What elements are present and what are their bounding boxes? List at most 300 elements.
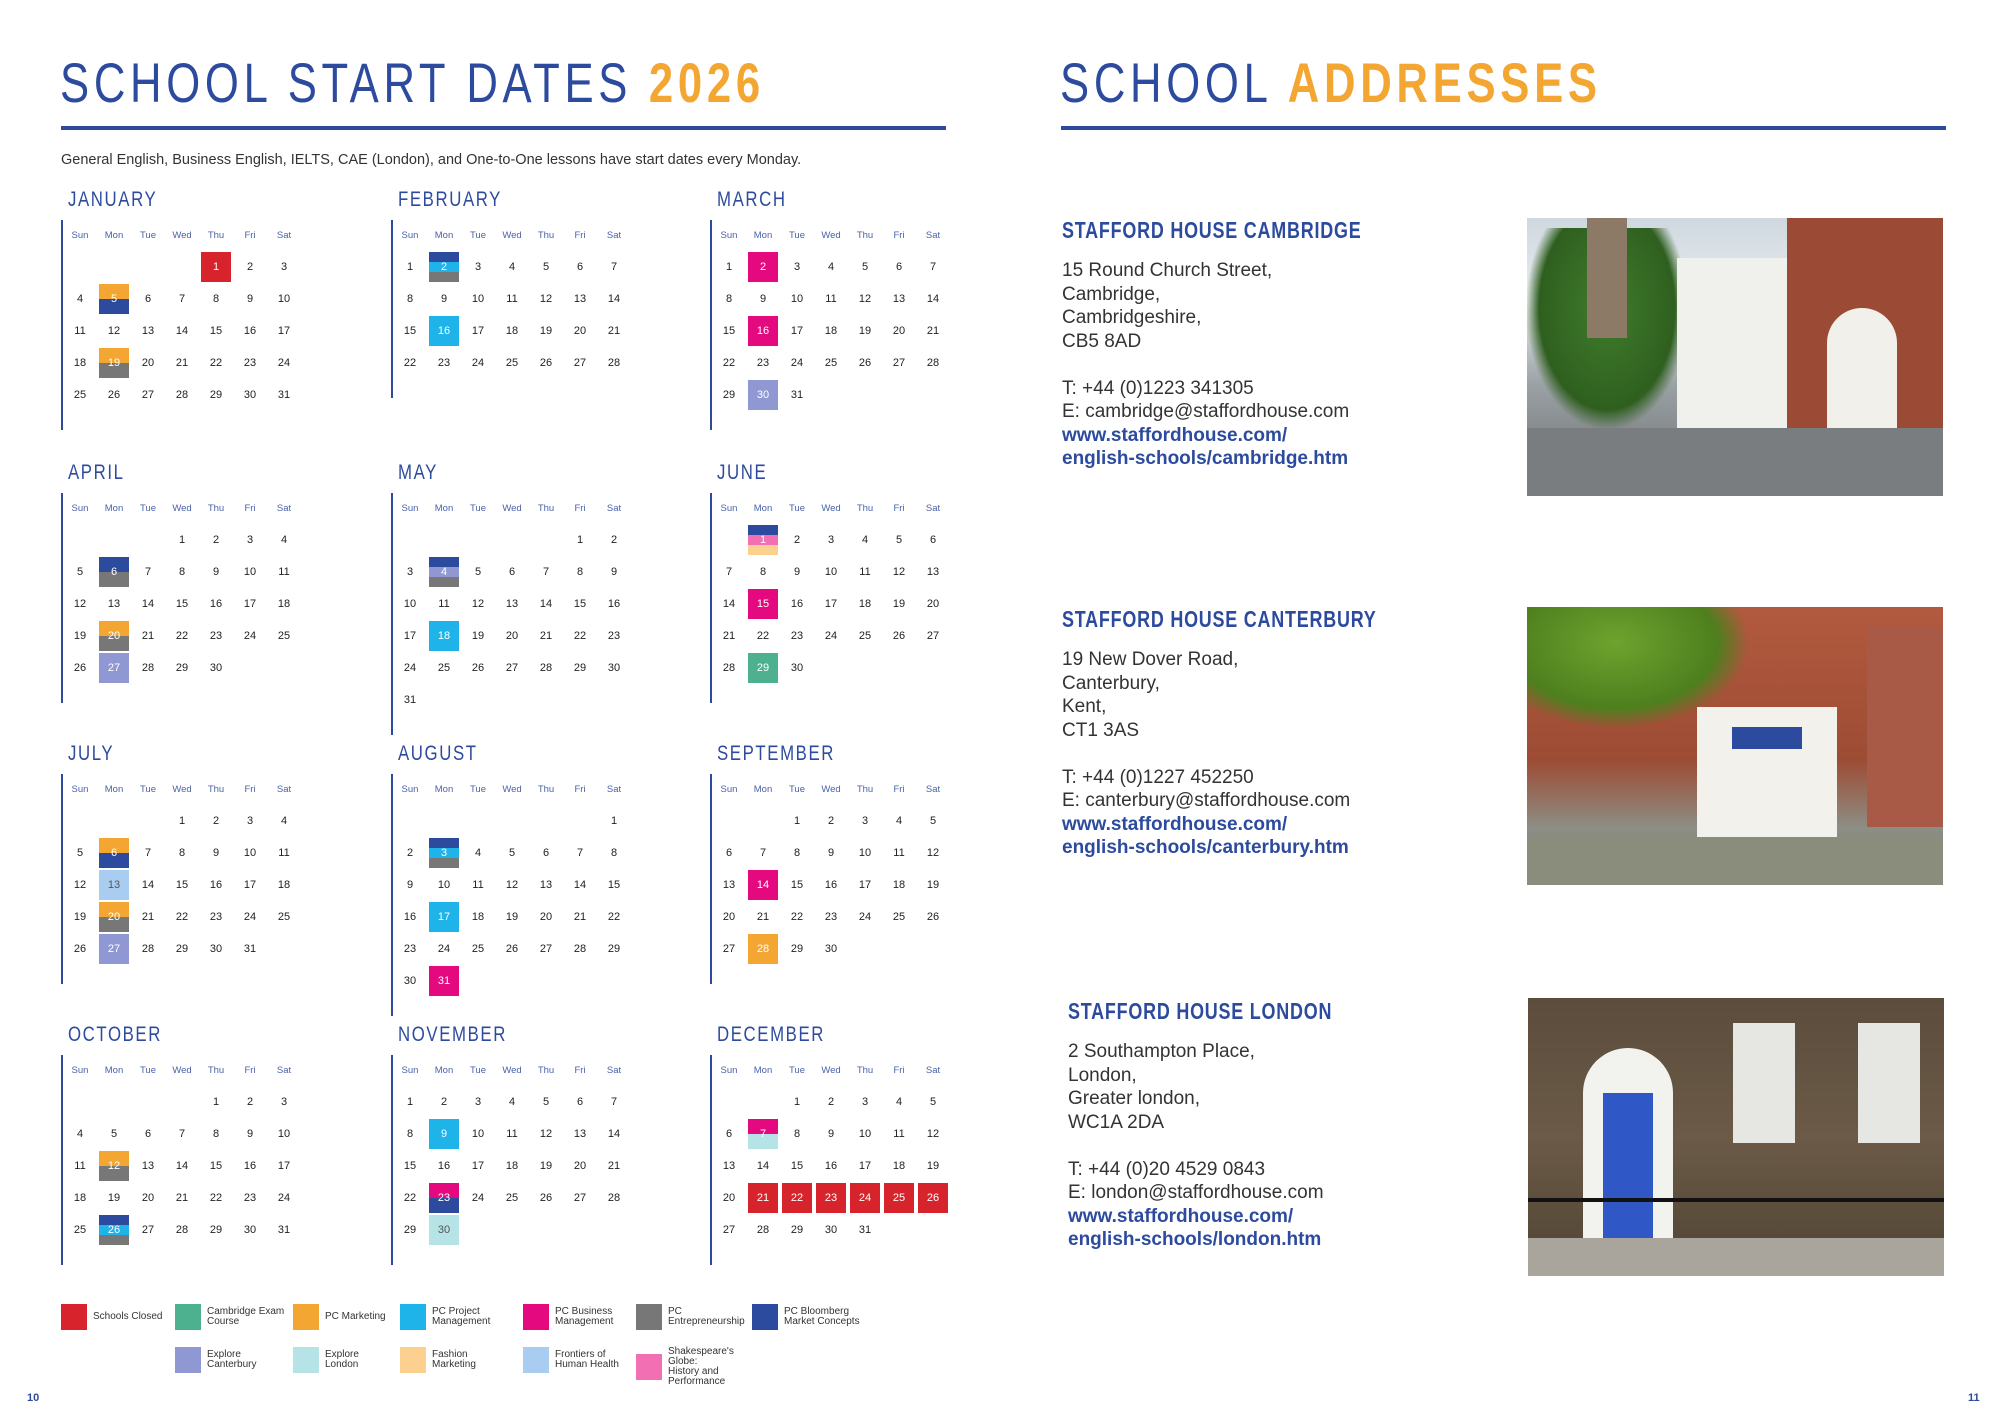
month-name: FEBRUARY: [398, 188, 502, 211]
weekday-label: Tue: [469, 1065, 487, 1076]
calendar-day: 15: [209, 325, 223, 337]
weekday-label: Thu: [207, 1065, 225, 1076]
address-line: 15 Round Church Street,: [1062, 260, 1273, 281]
calendar-day: 15: [607, 879, 621, 891]
calendar-day: 4: [76, 1128, 84, 1140]
school-website-link[interactable]: www.staffordhouse.com/: [1062, 424, 1288, 446]
calendar-day: 8: [212, 1128, 220, 1140]
calendar-day: 8: [793, 1128, 801, 1140]
calendar-day: 17: [790, 325, 804, 337]
month-name: NOVEMBER: [398, 1023, 507, 1046]
calendar-day: 27: [99, 653, 129, 683]
calendar-day: 13: [141, 325, 155, 337]
calendar-day: 18: [471, 911, 485, 923]
weekday-label: Sun: [720, 1065, 738, 1076]
canterbury-photo: [1527, 607, 1943, 885]
month-october: [61, 1023, 361, 1263]
month-june: [710, 461, 1010, 701]
calendar-day: 9: [759, 293, 767, 305]
weekday-label: Wed: [502, 1065, 522, 1076]
calendar-day: 10: [790, 293, 804, 305]
calendar-day: 17: [243, 879, 257, 891]
weekday-label: Fri: [893, 784, 905, 795]
legend-swatch: [61, 1304, 87, 1330]
weekday-label: Wed: [502, 503, 522, 514]
calendar-day: 19: [471, 630, 485, 642]
calendar-day: 7: [929, 261, 937, 273]
calendar-day: 7: [178, 293, 186, 305]
calendar-day: 24: [437, 943, 451, 955]
weekday-label: Fri: [574, 1065, 586, 1076]
calendar-day: 16: [748, 316, 778, 346]
weekday-label: Wed: [172, 784, 192, 795]
address-line: CB5 8AD: [1062, 330, 1142, 352]
calendar-day: 5: [474, 566, 482, 578]
calendar-day: 6: [144, 293, 152, 305]
calendar-day: 20: [722, 1192, 736, 1204]
title-divider-right: [1061, 126, 1946, 130]
weekday-label: Sun: [71, 784, 89, 795]
weekday-label: Wed: [502, 230, 522, 241]
calendar-day: 28: [722, 662, 736, 674]
calendar-day: 18: [505, 1160, 519, 1172]
weekday-label: Mon: [104, 503, 124, 514]
calendar-day: 14: [141, 598, 155, 610]
spacer: [1068, 1134, 1324, 1158]
calendar-day: 13: [539, 879, 553, 891]
calendar-day: 20: [892, 325, 906, 337]
month-rule: [391, 1055, 393, 1265]
calendar-day: 7: [759, 847, 767, 859]
calendar-day: 9: [212, 566, 220, 578]
calendar-day: 31: [403, 694, 417, 706]
calendar-day: 16: [790, 598, 804, 610]
calendar-day: 20: [573, 325, 587, 337]
school-email[interactable]: E: cambridge@staffordhouse.com: [1062, 401, 1350, 422]
calendar-day: 14: [748, 870, 778, 900]
month-name: JULY: [68, 742, 115, 765]
calendar-day: 8: [178, 566, 186, 578]
school-website-link[interactable]: english-schools/cambridge.htm: [1062, 448, 1349, 469]
calendar-day: 14: [607, 1128, 621, 1140]
calendar-day: 3: [246, 815, 254, 827]
calendar-day: 27: [141, 1224, 155, 1236]
calendar-day: 19: [99, 348, 129, 378]
calendar-day: 6: [725, 847, 733, 859]
calendar-day: 18: [892, 1160, 906, 1172]
calendar-day: 9: [212, 847, 220, 859]
calendar-day: 15: [403, 1160, 417, 1172]
calendar-day: 28: [573, 943, 587, 955]
calendar-day: 1: [576, 534, 584, 546]
calendar-day: 1: [748, 525, 778, 555]
calendar-day: 30: [824, 943, 838, 955]
calendar-day: 6: [99, 838, 129, 868]
calendar-day: 8: [406, 293, 414, 305]
cambridge-photo: [1527, 218, 1943, 496]
address-line: 2 Southampton Place,: [1068, 1041, 1255, 1062]
calendar-day: 23: [243, 357, 257, 369]
weekday-label: Sat: [276, 784, 292, 795]
calendar-day: 18: [277, 598, 291, 610]
calendar-day: 2: [246, 261, 254, 273]
calendar-day: 19: [892, 598, 906, 610]
calendar-day: 28: [756, 1224, 770, 1236]
school-address-block: [1062, 648, 1350, 860]
calendar-day: 13: [107, 598, 121, 610]
calendar-day: 15: [175, 879, 189, 891]
calendar-day: 23: [816, 1183, 846, 1213]
calendar-day: 26: [73, 662, 87, 674]
calendar-day: 9: [440, 293, 448, 305]
calendar-day: 16: [209, 598, 223, 610]
calendar-day: 5: [99, 284, 129, 314]
calendar-day: 9: [793, 566, 801, 578]
calendar-day: 29: [209, 1224, 223, 1236]
calendar-day: 11: [74, 1160, 86, 1172]
legend-label: PC Bloomberg Market Concepts: [784, 1306, 860, 1327]
calendar-day: 23: [209, 630, 223, 642]
weekday-label: Thu: [537, 1065, 555, 1076]
weekday-label: Wed: [821, 784, 841, 795]
calendar-day: 21: [175, 1192, 189, 1204]
calendar-day: 13: [141, 1160, 155, 1172]
page-title-addresses: [1060, 50, 1602, 115]
calendar-day: 22: [790, 911, 804, 923]
calendar-day: 11: [278, 566, 290, 578]
calendar-day: 22: [722, 357, 736, 369]
calendar-day: 17: [471, 325, 485, 337]
calendar-day: 14: [539, 598, 553, 610]
calendar-day: 24: [471, 1192, 485, 1204]
calendar-day: 25: [505, 1192, 519, 1204]
weekday-label: Thu: [537, 503, 555, 514]
calendar-day: 25: [73, 389, 87, 401]
calendar-day: 6: [542, 847, 550, 859]
legend-swatch: [293, 1304, 319, 1330]
month-rule: [391, 493, 393, 735]
month-name: OCTOBER: [68, 1023, 162, 1046]
month-rule: [710, 220, 712, 430]
month-september: [710, 742, 1010, 982]
calendar-day: 10: [471, 1128, 485, 1140]
weekday-label: Sat: [925, 503, 941, 514]
calendar-day: 3: [793, 261, 801, 273]
calendar-day: 30: [607, 662, 621, 674]
calendar-day: 24: [824, 630, 838, 642]
calendar-day: 2: [748, 252, 778, 282]
calendar-day: 11: [893, 1128, 905, 1140]
calendar-day: 26: [505, 943, 519, 955]
calendar-day: 15: [722, 325, 736, 337]
weekday-label: Wed: [821, 503, 841, 514]
weekday-label: Tue: [139, 1065, 157, 1076]
school-website-link[interactable]: www.staffordhouse.com/: [1062, 813, 1288, 835]
weekday-label: Fri: [574, 784, 586, 795]
calendar-day: 16: [403, 911, 417, 923]
month-april: [61, 461, 361, 701]
weekday-label: Sun: [401, 1065, 419, 1076]
calendar-day: 27: [722, 1224, 736, 1236]
calendar-day: 6: [144, 1128, 152, 1140]
calendar-day: 16: [243, 1160, 257, 1172]
calendar-day: 17: [277, 1160, 291, 1172]
school-address-block: [1062, 259, 1349, 471]
calendar-day: 21: [175, 357, 189, 369]
calendar-day: 26: [926, 911, 940, 923]
calendar-day: 29: [573, 662, 587, 674]
weekday-label: Wed: [172, 230, 192, 241]
title-accent-addresses: ADDRESSES: [1287, 51, 1602, 114]
calendar-day: 25: [277, 911, 291, 923]
school-email[interactable]: E: canterbury@staffordhouse.com: [1062, 790, 1351, 811]
calendar-day: 28: [141, 943, 155, 955]
calendar-day: 22: [175, 911, 189, 923]
calendar-day: 5: [76, 847, 84, 859]
calendar-day: 9: [429, 1119, 459, 1149]
calendar-day: 21: [141, 911, 155, 923]
calendar-day: 12: [858, 293, 872, 305]
calendar-day: 2: [212, 815, 220, 827]
calendar-day: 3: [474, 261, 482, 273]
calendar-day: 17: [858, 1160, 872, 1172]
calendar-day: 24: [277, 357, 291, 369]
calendar-day: 15: [209, 1160, 223, 1172]
calendar-day: 29: [607, 943, 621, 955]
weekday-label: Wed: [821, 230, 841, 241]
calendar-day: 29: [175, 662, 189, 674]
calendar-day: 12: [471, 598, 485, 610]
weekday-label: Sun: [401, 503, 419, 514]
calendar-day: 2: [827, 1096, 835, 1108]
address-line: WC1A 2DA: [1068, 1111, 1165, 1133]
weekday-label: Thu: [207, 503, 225, 514]
weekday-label: Mon: [434, 503, 454, 514]
calendar-day: 21: [607, 1160, 621, 1172]
weekday-label: Mon: [104, 1065, 124, 1076]
calendar-day: 23: [403, 943, 417, 955]
legend-item-entrepreneurship: [636, 1304, 758, 1330]
weekday-label: Tue: [788, 784, 806, 795]
calendar-day: 14: [141, 879, 155, 891]
calendar-day: 18: [277, 879, 291, 891]
legend-label: Explore London: [325, 1349, 359, 1370]
calendar-day: 3: [246, 534, 254, 546]
calendar-day: 18: [892, 879, 906, 891]
legend-label: PC Entrepreneurship: [668, 1306, 745, 1327]
legend-swatch: [636, 1304, 662, 1330]
weekday-label: Thu: [856, 1065, 874, 1076]
calendar-day: 10: [471, 293, 485, 305]
weekday-label: Sat: [606, 1065, 622, 1076]
address-line: Kent,: [1062, 696, 1107, 717]
calendar-day: 6: [508, 566, 516, 578]
calendar-day: 27: [99, 934, 129, 964]
calendar-day: 30: [209, 943, 223, 955]
address-line: London,: [1068, 1064, 1137, 1086]
weekday-label: Sun: [720, 784, 738, 795]
legend-item-business: [523, 1304, 645, 1330]
weekday-label: Mon: [753, 503, 773, 514]
weekday-label: Fri: [893, 503, 905, 514]
calendar-day: 6: [725, 1128, 733, 1140]
calendar-day: 12: [892, 566, 906, 578]
calendar-day: 5: [895, 534, 903, 546]
weekday-label: Sun: [401, 230, 419, 241]
calendar-day: 22: [175, 630, 189, 642]
legend-item-shakespeare: [636, 1347, 758, 1387]
calendar-day: 7: [725, 566, 733, 578]
calendar-day: 26: [539, 1192, 553, 1204]
calendar-day: 4: [76, 293, 84, 305]
weekday-label: Sun: [71, 503, 89, 514]
calendar-day: 10: [243, 847, 257, 859]
month-rule: [61, 1055, 63, 1265]
calendar-day: 23: [607, 630, 621, 642]
calendar-day: 3: [429, 838, 459, 868]
legend-label: PC Project Management: [432, 1306, 491, 1327]
calendar-day: 27: [722, 943, 736, 955]
calendar-day: 1: [178, 815, 186, 827]
legend-label: Shakespeare's Globe: History and Performance: [668, 1346, 734, 1387]
calendar-day: 17: [277, 325, 291, 337]
calendar-day: 11: [438, 598, 450, 610]
legend-label: Fashion Marketing: [432, 1349, 476, 1370]
calendar-day: 30: [790, 662, 804, 674]
calendar-day: 5: [110, 1128, 118, 1140]
legend-item-marketing: [293, 1304, 415, 1330]
calendar-day: 12: [99, 1151, 129, 1181]
calendar-day: 12: [539, 293, 553, 305]
month-name: JUNE: [717, 461, 768, 484]
calendar-day: 24: [471, 357, 485, 369]
calendar-day: 11: [278, 847, 290, 859]
title-main: SCHOOL: [1060, 51, 1271, 114]
calendar-day: 3: [406, 566, 414, 578]
weekday-label: Sat: [606, 503, 622, 514]
legend-swatch: [175, 1304, 201, 1330]
weekday-label: Mon: [104, 784, 124, 795]
calendar-day: 20: [99, 902, 129, 932]
legend-swatch: [523, 1304, 549, 1330]
weekday-label: Mon: [104, 230, 124, 241]
calendar-day: 27: [573, 1192, 587, 1204]
title-accent-year: 2026: [648, 51, 765, 114]
calendar-day: 7: [610, 261, 618, 273]
calendar-day: 24: [858, 911, 872, 923]
calendar-day: 8: [793, 847, 801, 859]
calendar-day: 25: [858, 630, 872, 642]
calendar-day: 25: [892, 911, 906, 923]
legend-swatch: [293, 1347, 319, 1373]
calendar-day: 4: [508, 261, 516, 273]
calendar-day: 14: [756, 1160, 770, 1172]
weekday-label: Mon: [434, 784, 454, 795]
calendar-day: 8: [610, 847, 618, 859]
calendar-day: 11: [506, 1128, 518, 1140]
page-number-left: 10: [27, 1392, 40, 1404]
calendar-day: 12: [539, 1128, 553, 1140]
calendar-day: 26: [892, 630, 906, 642]
calendar-day: 4: [429, 557, 459, 587]
calendar-day: 30: [429, 1215, 459, 1245]
legend-item-bloomberg: [752, 1304, 874, 1330]
weekday-label: Sat: [276, 230, 292, 241]
weekday-label: Fri: [244, 784, 256, 795]
calendar-day: 29: [403, 1224, 417, 1236]
calendar-day: 27: [573, 357, 587, 369]
calendar-day: 2: [246, 1096, 254, 1108]
calendar-day: 20: [573, 1160, 587, 1172]
calendar-day: 28: [175, 389, 189, 401]
calendar-day: 16: [437, 1160, 451, 1172]
calendar-day: 7: [144, 847, 152, 859]
calendar-day: 27: [141, 389, 155, 401]
calendar-day: 30: [824, 1224, 838, 1236]
calendar-day: 13: [99, 870, 129, 900]
calendar-day: 26: [858, 357, 872, 369]
legend-item-frontiers: [523, 1347, 645, 1373]
calendar-day: 31: [277, 389, 291, 401]
calendar-day: 10: [277, 1128, 291, 1140]
calendar-day: 16: [824, 1160, 838, 1172]
school-email[interactable]: E: london@staffordhouse.com: [1068, 1182, 1324, 1203]
legend-item-project: [400, 1304, 522, 1330]
weekday-label: Mon: [434, 1065, 454, 1076]
calendar-day: 15: [573, 598, 587, 610]
calendar-day: 16: [209, 879, 223, 891]
school-website-link[interactable]: english-schools/canterbury.htm: [1062, 837, 1349, 858]
calendar-day: 28: [141, 662, 155, 674]
weekday-label: Mon: [434, 230, 454, 241]
weekday-label: Tue: [139, 784, 157, 795]
calendar-day: 12: [107, 325, 121, 337]
month-rule: [61, 774, 63, 984]
calendar-day: 15: [790, 879, 804, 891]
calendar-day: 14: [175, 1160, 189, 1172]
calendar-day: 5: [861, 261, 869, 273]
calendar-day: 29: [790, 943, 804, 955]
london-photo: [1528, 998, 1944, 1276]
calendar-day: 5: [76, 566, 84, 578]
calendar-day: 20: [539, 911, 553, 923]
calendar-day: 9: [827, 847, 835, 859]
month-name: SEPTEMBER: [717, 742, 836, 765]
legend-item-closed: [61, 1304, 183, 1330]
calendar-day: 2: [440, 1096, 448, 1108]
calendar-day: 24: [277, 1192, 291, 1204]
calendar-day: 13: [722, 1160, 736, 1172]
page-number-right: 11: [1968, 1392, 1980, 1404]
weekday-label: Wed: [172, 1065, 192, 1076]
calendar-day: 18: [73, 357, 87, 369]
calendar-day: 30: [403, 975, 417, 987]
month-name: JANUARY: [68, 188, 158, 211]
calendar-day: 4: [280, 815, 288, 827]
calendar-day: 20: [141, 1192, 155, 1204]
weekday-label: Wed: [821, 1065, 841, 1076]
calendar-day: 4: [895, 1096, 903, 1108]
calendar-day: 16: [824, 879, 838, 891]
school-website-link[interactable]: english-schools/london.htm: [1068, 1229, 1322, 1250]
calendar-day: 28: [175, 1224, 189, 1236]
calendar-day: 29: [722, 389, 736, 401]
calendar-day: 19: [926, 879, 940, 891]
weekday-label: Sat: [276, 1065, 292, 1076]
weekday-label: Mon: [753, 1065, 773, 1076]
calendar-day: 21: [748, 1183, 778, 1213]
school-website-link[interactable]: www.staffordhouse.com/: [1068, 1205, 1294, 1227]
